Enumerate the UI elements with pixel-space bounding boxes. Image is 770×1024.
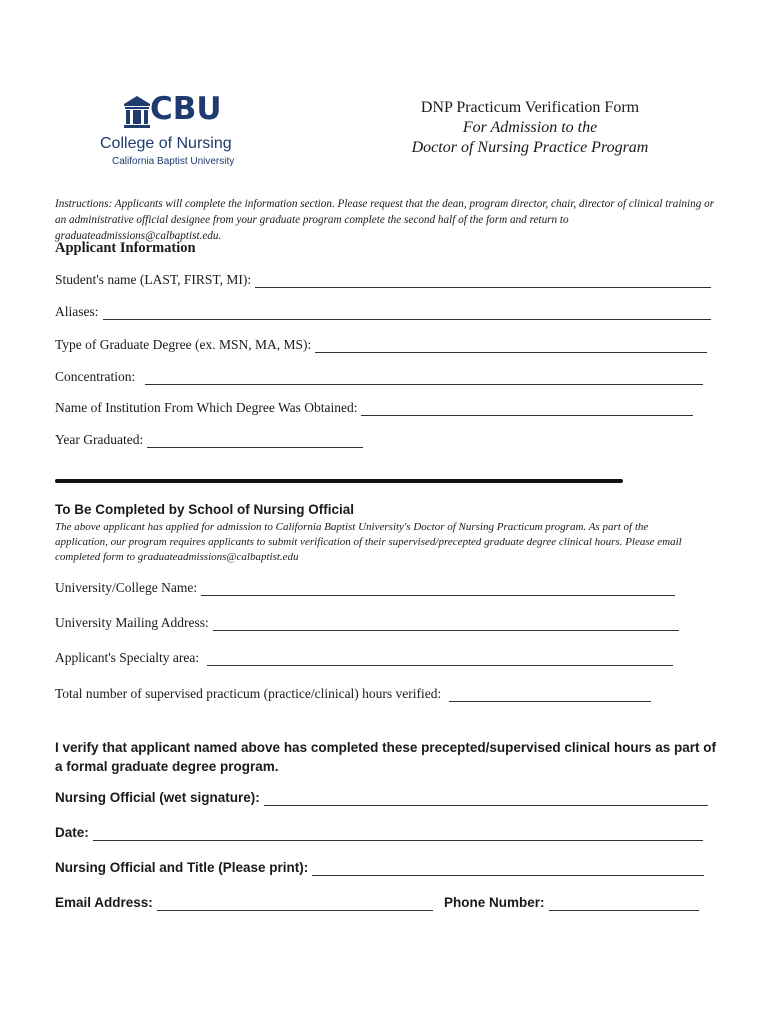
instructions-text: Instructions: Applicants will complete the information section. Please request that the dean, program director, chair, director of clinical training or an administrative official designee from your graduate program complete the second half of the form and return to graduateadmissions@calbaptist.edu.: [55, 198, 715, 242]
university-name-line[interactable]: [201, 583, 675, 596]
section-divider: [55, 479, 623, 483]
mailing-address-label: University Mailing Address:: [55, 615, 209, 630]
email-line[interactable]: [157, 898, 433, 911]
aliases-label: Aliases:: [55, 304, 99, 319]
form-subtitle-1: For Admission to the: [462, 119, 598, 136]
date-field[interactable]: [55, 825, 703, 841]
official-title-label: Nursing Official and Title (Please print):: [55, 860, 309, 875]
email-label: Email Address:: [55, 895, 153, 910]
signature-label: Nursing Official (wet signature):: [55, 790, 260, 805]
institution-field[interactable]: [55, 400, 693, 416]
aliases-line[interactable]: [103, 307, 711, 320]
specialty-area-label: Applicant's Specialty area:: [55, 650, 200, 665]
concentration-field[interactable]: [55, 369, 703, 385]
concentration-line[interactable]: [145, 372, 703, 385]
cbu-logo: [100, 92, 260, 172]
applicant-info-heading: Applicant Information: [55, 240, 196, 256]
degree-type-field[interactable]: [55, 337, 707, 353]
form-subtitle-2: Doctor of Nursing Practice Program: [411, 139, 649, 156]
form-title: DNP Practicum Verification Form: [420, 99, 640, 116]
degree-type-line[interactable]: [315, 340, 707, 353]
cbu-building-icon: [122, 94, 152, 128]
university-name-field[interactable]: [55, 580, 675, 596]
date-line[interactable]: [93, 828, 703, 841]
student-name-label: Student's name (LAST, FIRST, MI):: [55, 272, 252, 287]
university-name-label: University/College Name:: [55, 580, 198, 595]
specialty-area-line[interactable]: [207, 653, 673, 666]
student-name-line[interactable]: [255, 275, 711, 288]
aliases-field[interactable]: [55, 304, 711, 320]
official-section-note: The above applicant has applied for admission to California Baptist University's Doctor of Nursing Practicum program. As part of the application, our program requires applicants to submit verification of their supervised/precepted graduate degree clinical hours. Please email completed form to graduateadmissions@calbaptist.edu: [55, 521, 682, 563]
form-title-block: [380, 98, 680, 158]
phone-label: Phone Number:: [444, 895, 545, 910]
specialty-area-field[interactable]: [55, 650, 673, 666]
email-field[interactable]: [55, 895, 433, 911]
logo-university-name: California Baptist University: [112, 156, 235, 167]
year-graduated-label: Year Graduated:: [55, 432, 144, 447]
institution-label: Name of Institution From Which Degree Was Obtained:: [55, 400, 358, 415]
hours-verified-field[interactable]: [55, 686, 651, 702]
signature-field[interactable]: [55, 790, 708, 806]
mailing-address-line[interactable]: [213, 618, 679, 631]
concentration-label: Concentration:: [55, 369, 136, 384]
mailing-address-field[interactable]: [55, 615, 679, 631]
year-graduated-line[interactable]: [147, 435, 363, 448]
date-label: Date:: [55, 825, 89, 840]
hours-verified-line[interactable]: [449, 689, 651, 702]
institution-line[interactable]: [361, 403, 693, 416]
logo-wordmark: CBU: [150, 91, 222, 127]
verification-statement: I verify that applicant named above has completed these precepted/supervised clinical hours as part of a formal graduate degree program.: [55, 740, 716, 774]
official-title-field[interactable]: [55, 860, 704, 876]
phone-field[interactable]: [444, 895, 699, 911]
year-graduated-field[interactable]: [55, 432, 363, 448]
official-section-heading: To Be Completed by School of Nursing Official: [55, 502, 355, 517]
logo-college-name: College of Nursing: [100, 135, 232, 152]
degree-type-label: Type of Graduate Degree (ex. MSN, MA, MS):: [55, 337, 312, 352]
phone-line[interactable]: [549, 898, 699, 911]
student-name-field[interactable]: [55, 272, 711, 288]
hours-verified-label: Total number of supervised practicum (practice/clinical) hours verified:: [55, 686, 442, 701]
signature-line[interactable]: [264, 793, 708, 806]
official-title-line[interactable]: [312, 863, 704, 876]
